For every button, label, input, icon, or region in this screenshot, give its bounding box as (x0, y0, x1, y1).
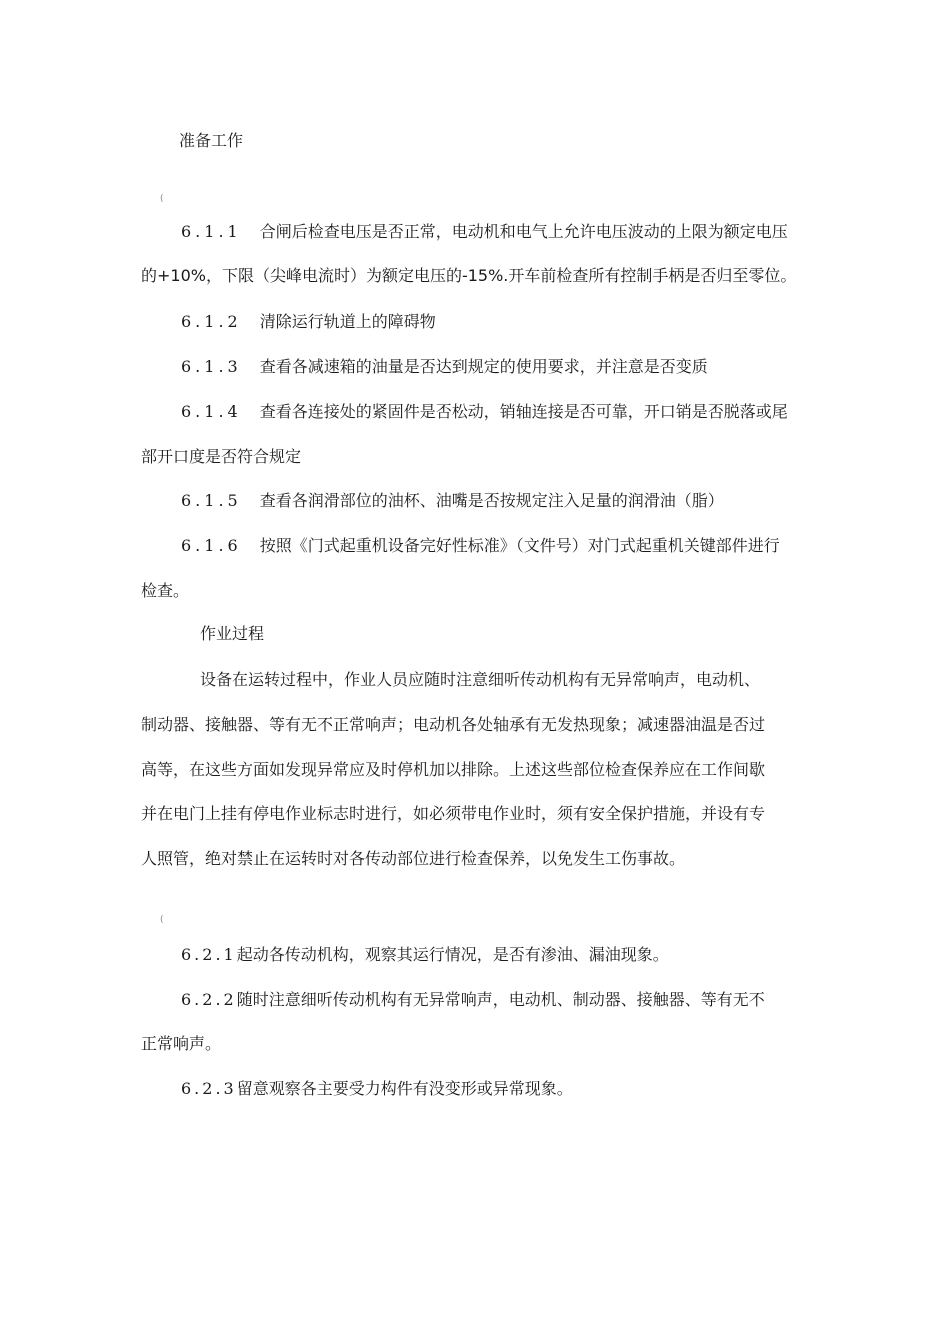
item-continuation: 检查。 (141, 581, 190, 600)
paragraph-line: 并在电门上挂有停电作业标志时进行，如必须带电作业时，须有安全保护措施，并设有专 (141, 804, 766, 823)
item-number: 6.2.1 (181, 945, 237, 964)
item-continuation: 的+10%，下限（尖峰电流时）为额定电压的-15%.开车前检查所有控制手柄是否归至零位。 (141, 266, 797, 285)
item-number: 6.1.4 (181, 402, 242, 421)
paragraph-line: 人照管，绝对禁止在运转时对各传动部位进行检查保养，以免发生工伤事故。 (141, 849, 686, 868)
item-continuation: 部开口度是否符合规定 (141, 447, 302, 466)
section-heading-operation: 作业过程 (200, 624, 265, 643)
item-number: 6.1.1 (181, 222, 242, 241)
list-item (181, 990, 765, 1010)
section-heading-preparation: 准备工作 (179, 131, 244, 150)
list-item (181, 222, 788, 242)
item-text: 按照《门式起重机设备完好性标准》（文件号）对门式起重机关键部件进行 (259, 536, 780, 555)
list-item (181, 402, 788, 422)
item-number: 6.1.6 (181, 536, 242, 555)
list-item (181, 312, 436, 332)
list-item (181, 357, 708, 377)
item-number: 6.2.2 (181, 990, 237, 1009)
item-text: 查看各润滑部位的油杯、油嘴是否按规定注入足量的润滑油（脂） (259, 491, 724, 510)
item-number: 6.1.5 (181, 491, 242, 510)
list-item (181, 1079, 573, 1099)
item-continuation: 正常响声。 (141, 1034, 222, 1053)
item-number: 6.1.2 (181, 312, 242, 331)
list-item (181, 491, 724, 511)
item-number: 6.2.3 (181, 1079, 237, 1098)
list-item (181, 945, 669, 965)
section-marker: ( (160, 915, 164, 925)
item-text: 留意观察各主要受力构件有没变形或异常现象。 (236, 1079, 573, 1098)
item-text: 合闸后检查电压是否正常，电动机和电气上允许电压波动的上限为额定电压 (259, 222, 788, 241)
paragraph-line: 设备在运转过程中，作业人员应随时注意细听传动机构有无异常响声，电动机、 (200, 670, 761, 689)
list-item (181, 536, 780, 556)
item-text: 查看各减速箱的油量是否达到规定的使用要求，并注意是否变质 (259, 357, 708, 376)
item-text: 随时注意细听传动机构有无异常响声，电动机、制动器、接触器、等有无不 (236, 990, 765, 1009)
paragraph-line: 制动器、接触器、等有无不正常响声；电动机各处轴承有无发热现象；减速器油温是否过 (141, 715, 766, 734)
item-text: 清除运行轨道上的障碍物 (259, 312, 436, 331)
item-number: 6.1.3 (181, 357, 242, 376)
section-marker: ( (160, 194, 164, 204)
item-text: 查看各连接处的紧固件是否松动，销轴连接是否可靠，开口销是否脱落或尾 (259, 402, 788, 421)
paragraph-line: 高等，在这些方面如发现异常应及时停机加以排除。上述这些部位检查保养应在工作间歇 (141, 760, 766, 779)
item-text: 起动各传动机构，观察其运行情况，是否有渗油、漏油现象。 (236, 945, 669, 964)
